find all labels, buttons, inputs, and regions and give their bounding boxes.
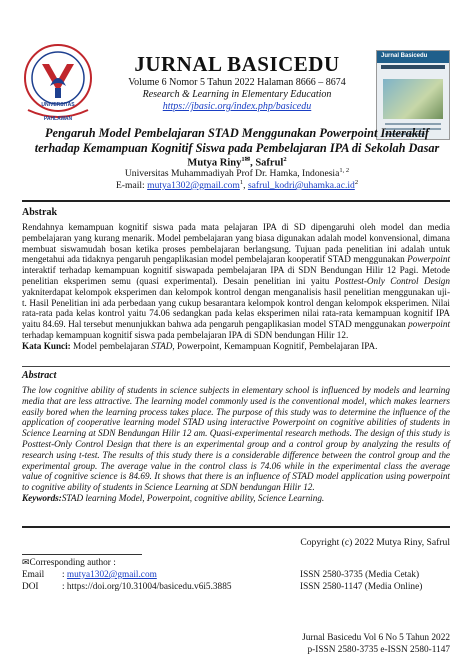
abstrak-italic: Posttest-Only Control Design: [334, 275, 450, 286]
kata-kunci-text: , Powerpoint, Kemampuan Kognitif, Pembelajaran IPA.: [172, 340, 378, 351]
email-separator: ,: [243, 180, 248, 192]
envelope-icon: ✉: [22, 558, 30, 568]
abstract-keywords: [22, 493, 450, 504]
author-name: Mutya Riny: [187, 157, 242, 169]
affiliation-sup: 1, 2: [339, 167, 350, 174]
divider-top: [22, 200, 450, 202]
author-separator: ,: [250, 157, 256, 169]
kata-kunci: [22, 341, 450, 352]
footer-doi-row: [22, 582, 232, 594]
divider-bottom: [22, 526, 450, 528]
paper-title-line1: Pengaruh Model Pembelajaran STAD Menggunakan Powerpoint Interaktif: [45, 126, 429, 140]
email-label: E-mail:: [115, 180, 148, 192]
email-link[interactable]: mutya1302@gmail.com: [147, 180, 240, 192]
abstrak-text: yakniterdapat kelompok eksperimen dan kelompok kontrol dengan menganalisis hasil penelitian menggunakan uji-t. Hasil Penelitian ini ada perbedaan yang cukup besarantara kelompok kontrol dengan kelompok eksperimen. Nilai rata-rata pada kelas kontrol yaitu 74.06 sedangkan pada kelas eksperimen nilai rata-rata kemampuan kognitif IPA yaitu 84.69. Hal tersebut menunjukkan bahwa ada pengaruh pengaplikasian model STAD menggunakan: [22, 286, 450, 330]
footer-doi-value: : https://doi.org/10.31004/basicedu.v6i5.3885: [62, 582, 232, 592]
cover-title: Jurnal Basicedu: [381, 53, 428, 59]
footer-journal-line: Jurnal Basicedu Vol 6 No 5 Tahun 2022: [302, 633, 450, 643]
affiliation: [0, 167, 474, 179]
copyright: Copyright (c) 2022 Mutya Riny, Safrul: [300, 537, 450, 548]
keywords-label: Keywords:: [22, 492, 62, 503]
issn-print: ISSN 2580-3735 (Media Cetak): [300, 570, 420, 580]
footer-issn-line: p-ISSN 2580-3735 e-ISSN 2580-1147: [307, 645, 450, 655]
corresponding-author: [22, 558, 116, 570]
kata-kunci-italic: STAD: [151, 340, 173, 351]
affiliation-text: Universitas Muhammadiyah Prof Dr. Hamka, Indonesia: [124, 168, 340, 180]
corresponding-label: Corresponding author :: [29, 558, 116, 568]
abstrak-text: Rendahnya kemampuan kognitif siswa pada mata pelajaran IPA di SD dipengaruhi oleh model dan media pembelajaran yang kurang menarik. Model pembelajaran yang biasa digunakan adalah model konvensional, dimana membuat siswamudah bosan ketika proses pembelajaran berlangsung. Tujuan pada penelitian ini adalah untuk mengetahui ada tidaknya pengaruh pengaplikasian model pembelajaran kooperatif STAD menggunakan: [22, 222, 450, 265]
logo-text-bottom: PAHLAWAN: [43, 116, 73, 122]
abstract-heading: Abstract: [22, 370, 57, 381]
author-emails: [0, 179, 474, 191]
journal-name: JURNAL BASICEDU: [134, 52, 340, 76]
kata-kunci-label: Kata Kunci:: [22, 340, 71, 351]
journal-subtitle: Research & Learning in Elementary Education: [142, 89, 332, 100]
footer-doi-key: DOI: [22, 582, 39, 592]
paper-title-line2: terhadap Kemampuan Kognitif Siswa pada Pembelajaran IPA di Sekolah Dasar: [34, 141, 440, 155]
email-link[interactable]: safrul_kodri@uhamka.ac.id: [247, 180, 355, 192]
author-sup: 2: [283, 156, 287, 163]
footer-email-key: Email: [22, 570, 45, 580]
abstrak-italic: Powerpoint: [407, 254, 450, 265]
keywords-text: STAD learning Model, Powerpoint, cognitive ability, Science Learning.: [61, 492, 325, 503]
abstrak-heading: Abstrak: [22, 207, 58, 218]
logo-text-top: UNIVERSITAS: [41, 102, 75, 108]
abstrak-italic: powerpoint: [408, 319, 450, 330]
journal-url-link[interactable]: https://jbasic.org/index.php/basicedu: [162, 101, 312, 112]
abstract-body: [22, 385, 450, 504]
abstrak-text: interaktif terhadap kemampuan kognitif siswapada pembelajaran IPA di SDN Bendungan Hilir 12 Pagi. Metode penelitian eksperimen semu (quasi experimental). Desain penelitian ini yaitu: [22, 265, 450, 286]
email-sup: 2: [354, 179, 359, 186]
footer-email-row: [22, 570, 157, 582]
paper-title: [22, 126, 452, 156]
abstrak-body: [22, 222, 450, 352]
email-sup: 1: [239, 179, 244, 186]
abstract-text: The low cognitive ability of students in science subjects in elementary school is influenced by models and learning media that are less attractive. The learning model commonly used is the conventional model, which makes learners easily bored when the learning process takes place. The purpose of this study was to determine the influence of the application of cooperative learning model STAD using interactive Powerpoint on cognitive abilities of students in Science Learning at SDN Bendungan Hilir 12 am. Quasi-experimental research methods. The design of this study is Posttest-Only Control Design that there is an experimental group and a control group by analyzing the results of research using t-test. The results of this study there is a considerable difference between the control group and the experimental group. The average value in the control class is 74.06 while in the experimental class the average value of cognitive science is 84.69. It shows that there is an influence of STAD model application using powerpoint to cognitive ability of students in Science Learning at SDN bendungan Hilir 12.: [22, 385, 450, 493]
author-sup: 1✉: [241, 156, 251, 163]
footnote-rule: [22, 554, 142, 555]
abstrak-text: terhadap kemampuan kognitif siswa pada pembelajaran IPA di SDN bendungan Hilir 12.: [22, 329, 349, 340]
author-name: Safrul: [255, 157, 284, 169]
divider-middle: [22, 366, 450, 367]
footer-email-colon: :: [62, 570, 67, 580]
issn-online: ISSN 2580-1147 (Media Online): [300, 582, 423, 592]
footer-email-link[interactable]: mutya1302@gmail.com: [66, 570, 157, 580]
kata-kunci-text: Model pembelajaran: [70, 340, 152, 351]
volume-line: Volume 6 Nomor 5 Tahun 2022 Halaman 8666 – 8674: [128, 77, 346, 88]
